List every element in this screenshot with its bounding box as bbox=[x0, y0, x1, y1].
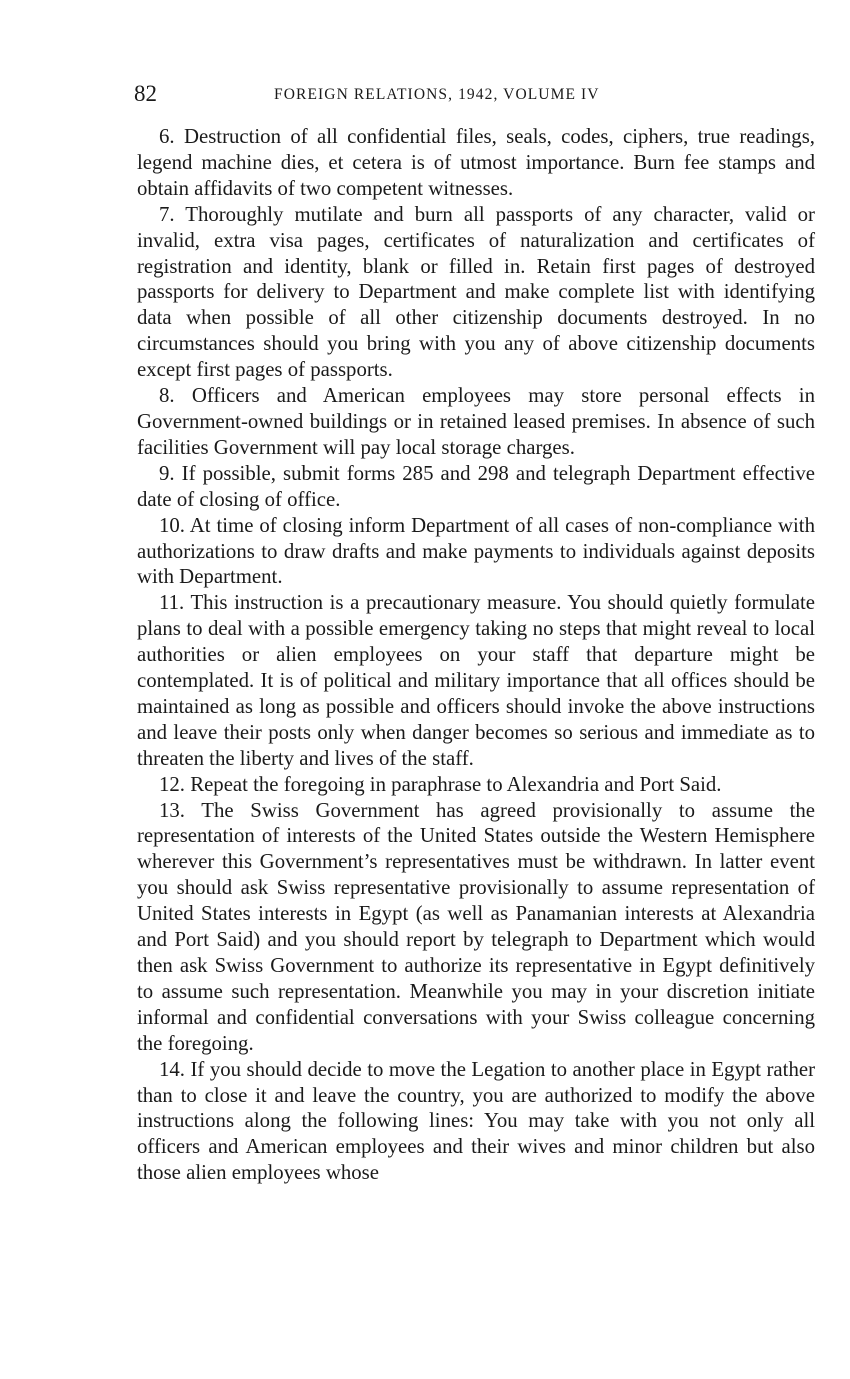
page-number: 82 bbox=[134, 81, 157, 106]
paragraph-9: 9. If possible, submit forms 285 and 298 and telegraph Department effective date of closing of office. bbox=[137, 461, 815, 511]
paragraph-8: 8. Officers and American employees may store personal effects in Government-owned buildings or in retained leased premises. In absence of such facilities Government will pay local storage charges. bbox=[137, 384, 815, 459]
running-title: FOREIGN RELATIONS, 1942, VOLUME IV bbox=[274, 86, 600, 103]
paragraph-7: 7. Thoroughly mutilate and burn all passports of any character, valid or invalid, extra visa pages, certificates of naturalization and certificates of registration and identity, blank or filled in. Retain first pages of destroyed passports for delivery to Department and make complete list with identifying data when possible of all other citizenship documents destroyed. In no circumstances should you bring with you any of above citizenship documents except first pages of passports. bbox=[137, 202, 815, 382]
paragraph-10: 10. At time of closing inform Department of all cases of non-compliance with authorizations to draw drafts and make payments to individuals against deposits with Department. bbox=[137, 513, 815, 589]
paragraph-14: 14. If you should decide to move the Legation to another place in Egypt rather than to close it and leave the country, you are authorized to modify the above instructions along the following lines: You may take with you not only all officers and American employees and their wives and minor children but also those alien employees whose bbox=[137, 1057, 815, 1185]
paragraph-13: 13. The Swiss Government has agreed provisionally to assume the representation of interests of the United States outside the Western Hemisphere wherever this Government’s representatives must be withdrawn. In latter event you should ask Swiss representative provisionally to assume representation of United States interests in Egypt (as well as Panamanian interests at Alexandria and Port Said) and you should report by telegraph to Department which would then ask Swiss Government to authorize its representative in Egypt definitively to assume such representation. Meanwhile you may in your discretion initiate informal and confidential conversations with your Swiss colleague concerning the foregoing. bbox=[137, 798, 815, 1055]
paragraph-12: 12. Repeat the foregoing in paraphrase to Alexandria and Port Said. bbox=[159, 772, 722, 796]
paragraph-6: 6. Destruction of all confidential files, seals, codes, ciphers, true readings, legend machine dies, et cetera is of utmost importance. Burn fee stamps and obtain affidavits of two competent witnesses. bbox=[137, 125, 815, 200]
body-text bbox=[137, 124, 815, 1186]
running-header bbox=[134, 80, 816, 110]
paragraph-11: 11. This instruction is a precautionary measure. You should quietly formulate plans to deal with a possible emergency taking no steps that might reveal to local authorities or alien employees on your staff that departure might be contemplated. It is of political and military importance that all offices should be maintained as long as possible and officers should invoke the above instructions and leave their posts only when danger becomes so serious and immediate as to threaten the liberty and lives of the staff. bbox=[137, 591, 815, 770]
